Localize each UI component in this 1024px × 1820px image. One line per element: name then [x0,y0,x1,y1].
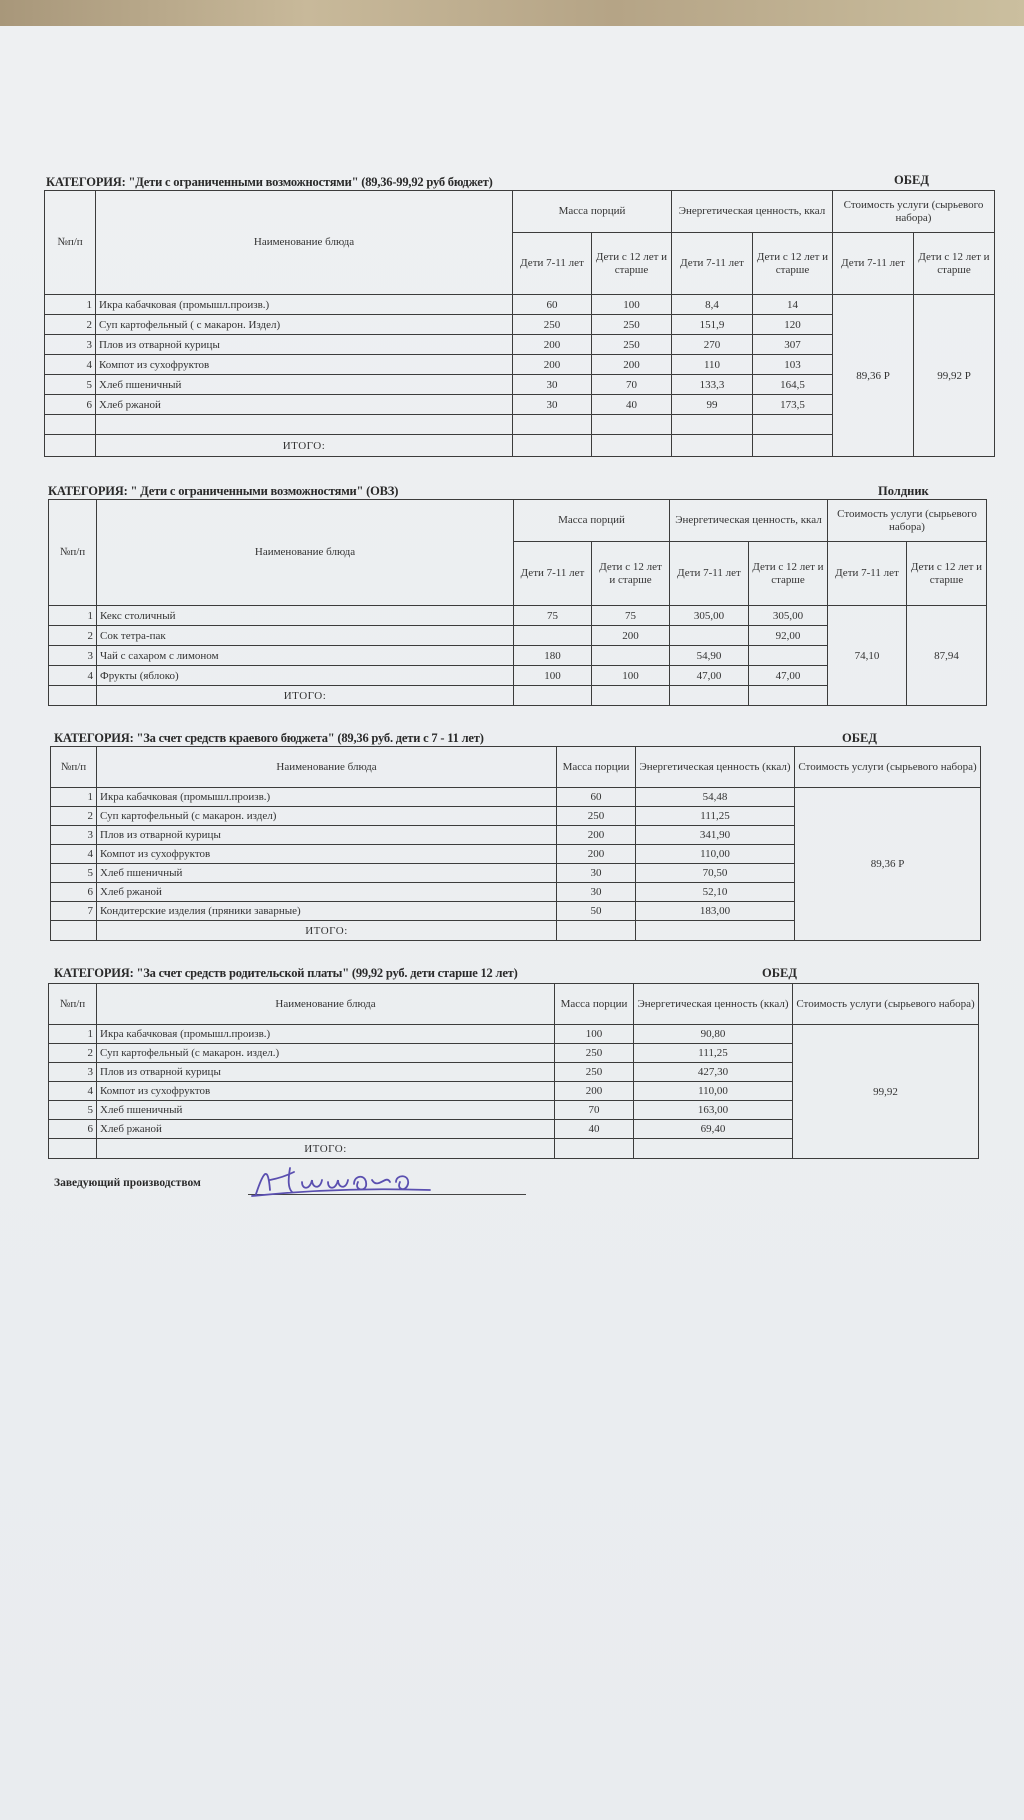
col-age2-header: Дети с 12 лет и старше [907,542,987,606]
energy: 90,80 [634,1025,793,1044]
mass-age2 [592,646,670,666]
energy-age2: 14 [753,295,833,315]
row-num: 4 [49,666,97,686]
col-age2-header: Дети с 12 лет и старше [914,233,995,295]
dish-name: Хлеб ржаной [97,883,557,902]
section3-meal: ОБЕД [842,731,877,745]
empty-cell [670,686,749,706]
row-num: 3 [45,335,96,355]
empty-cell [672,415,753,435]
mass: 60 [557,788,636,807]
col-cost-header: Стоимость услуги (сырьевого набора) [828,500,987,542]
mass-age2: 200 [592,626,670,646]
mass-age1: 250 [513,315,592,335]
row-num: 1 [49,606,97,626]
col-energy-header: Энергетическая ценность (ккал) [634,984,793,1025]
dish-name: Кекс столичный [97,606,514,626]
row-num: 1 [49,1025,97,1044]
empty-cell [592,686,670,706]
row-num: 2 [49,626,97,646]
energy-age2: 305,00 [749,606,828,626]
dish-name: Икра кабачковая (промышл.произв.) [96,295,513,315]
row-num: 3 [49,646,97,666]
dish-name: Сок тетра-пак [97,626,514,646]
empty-cell [557,921,636,941]
dish-name: Фрукты (яблоко) [97,666,514,686]
row-num: 6 [51,883,97,902]
col-mass-header: Масса порции [555,984,634,1025]
dish-name: Хлеб ржаной [97,1120,555,1139]
production-manager-label: Заведующий производством [54,1177,201,1189]
col-cost-header: Стоимость услуги (сырьевого набора) [833,191,995,233]
mass: 200 [555,1082,634,1101]
row-num: 5 [51,864,97,883]
energy: 110,00 [634,1082,793,1101]
mass-age2: 100 [592,295,672,315]
empty-cell [672,435,753,457]
mass-age2: 250 [592,335,672,355]
section4-meal: ОБЕД [762,966,797,980]
col-num-header: №п/п [51,747,97,788]
col-num-header: №п/п [49,500,97,606]
col-age1-header: Дети 7-11 лет [513,233,592,295]
col-mass-header: Масса порций [514,500,670,542]
row-num: 3 [49,1063,97,1082]
mass: 40 [555,1120,634,1139]
col-age2-header: Дети с 12 лет и старше [592,542,670,606]
empty-cell [634,1139,793,1159]
dish-name: Компот из сухофруктов [96,355,513,375]
row-num: 5 [49,1101,97,1120]
col-name-header: Наименование блюда [97,747,557,788]
energy-age2 [749,646,828,666]
empty-cell [96,415,513,435]
mass-age2: 70 [592,375,672,395]
col-num-header: №п/п [45,191,96,295]
energy-age2: 92,00 [749,626,828,646]
empty-cell [749,686,828,706]
row-num: 7 [51,902,97,921]
energy-age2: 120 [753,315,833,335]
row-num: 4 [51,845,97,864]
col-energy-header: Энергетическая ценность (ккал) [636,747,795,788]
col-energy-header: Энергетическая ценность, ккал [670,500,828,542]
empty-cell [51,921,97,941]
total-label: ИТОГО: [97,686,514,706]
mass-age2: 200 [592,355,672,375]
energy-age1: 99 [672,395,753,415]
section4-title: КАТЕГОРИЯ: "За счет средств родительской платы" (99,92 руб. дети старше 12 лет) [54,966,518,980]
col-mass-header: Масса порций [513,191,672,233]
dish-name: Хлеб пшеничный [97,864,557,883]
energy: 110,00 [636,845,795,864]
section3-title: КАТЕГОРИЯ: "За счет средств краевого бюджета" (89,36 руб. дети с 7 - 11 лет) [54,731,484,745]
row-num: 5 [45,375,96,395]
empty-cell [592,435,672,457]
mass: 100 [555,1025,634,1044]
section1-table [44,190,995,457]
energy: 69,40 [634,1120,793,1139]
col-age1-header: Дети 7-11 лет [514,542,592,606]
col-cost-header: Стоимость услуги (сырьевого набора) [795,747,981,788]
energy-age1: 151,9 [672,315,753,335]
section1-title: КАТЕГОРИЯ: "Дети с ограниченными возможностями" (89,36-99,92 руб бюджет) [46,175,493,189]
total-label: ИТОГО: [97,1139,555,1159]
col-age1-header: Дети 7-11 лет [828,542,907,606]
col-age2-header: Дети с 12 лет и старше [749,542,828,606]
mass: 30 [557,864,636,883]
row-num: 6 [45,395,96,415]
energy-age1: 47,00 [670,666,749,686]
mass-age2: 40 [592,395,672,415]
cost-age2: 99,92 Р [914,295,995,457]
energy: 163,00 [634,1101,793,1120]
mass: 200 [557,826,636,845]
section1-meal: ОБЕД [894,173,929,187]
mass-age1: 100 [514,666,592,686]
mass: 30 [557,883,636,902]
energy: 111,25 [636,807,795,826]
empty-cell [513,435,592,457]
cost-age1: 89,36 Р [833,295,914,457]
energy-age1: 54,90 [670,646,749,666]
row-num: 1 [51,788,97,807]
mass: 70 [555,1101,634,1120]
dish-name: Чай с сахаром с лимоном [97,646,514,666]
energy-age1: 305,00 [670,606,749,626]
empty-cell [49,1139,97,1159]
empty-cell [49,686,97,706]
empty-cell [636,921,795,941]
section2-title: КАТЕГОРИЯ: " Дети с ограниченными возможностями" (ОВЗ) [48,484,399,498]
dish-name: Плов из отварной курицы [97,826,557,845]
section2-meal: Полдник [878,484,929,498]
col-name-header: Наименование блюда [97,984,555,1025]
col-age2-header: Дети с 12 лет и старше [753,233,833,295]
energy-age1 [670,626,749,646]
handwritten-signature [250,1160,470,1205]
section4-table [48,983,979,1159]
col-cost-header: Стоимость услуги (сырьевого набора) [793,984,979,1025]
row-num: 2 [51,807,97,826]
dish-name: Икра кабачковая (промышл.произв.) [97,1025,555,1044]
empty-cell [592,415,672,435]
empty-cell [45,415,96,435]
dish-name: Плов из отварной курицы [97,1063,555,1082]
dish-name: Компот из сухофруктов [97,845,557,864]
mass-age1: 200 [513,335,592,355]
row-num: 3 [51,826,97,845]
col-energy-header: Энергетическая ценность, ккал [672,191,833,233]
dish-name: Суп картофельный (с макарон. издел.) [97,1044,555,1063]
empty-cell [45,435,96,457]
energy-age2: 103 [753,355,833,375]
empty-cell [753,435,833,457]
energy: 427,30 [634,1063,793,1082]
mass: 250 [555,1044,634,1063]
energy-age2: 307 [753,335,833,355]
energy: 52,10 [636,883,795,902]
energy-age1: 133,3 [672,375,753,395]
empty-cell [753,415,833,435]
total-label: ИТОГО: [97,921,557,941]
energy: 341,90 [636,826,795,845]
mass-age1 [514,626,592,646]
mass-age1: 30 [513,395,592,415]
empty-cell [555,1139,634,1159]
row-num: 2 [49,1044,97,1063]
col-age2-header: Дети с 12 лет и старше [592,233,672,295]
mass-age1: 180 [514,646,592,666]
mass-age1: 60 [513,295,592,315]
section3-table [50,746,981,941]
mass-age2: 75 [592,606,670,626]
energy: 111,25 [634,1044,793,1063]
cost: 89,36 Р [795,788,981,941]
row-num: 6 [49,1120,97,1139]
dish-name: Икра кабачковая (промышл.произв.) [97,788,557,807]
col-name-header: Наименование блюда [97,500,514,606]
mass-age1: 30 [513,375,592,395]
energy: 54,48 [636,788,795,807]
mass-age2: 100 [592,666,670,686]
energy-age2: 164,5 [753,375,833,395]
dish-name: Суп картофельный ( с макарон. Издел) [96,315,513,335]
dish-name: Плов из отварной курицы [96,335,513,355]
empty-cell [513,415,592,435]
cost-age2: 87,94 [907,606,987,706]
section2-table [48,499,987,706]
row-num: 2 [45,315,96,335]
dish-name: Хлеб ржаной [96,395,513,415]
energy-age2: 47,00 [749,666,828,686]
energy-age1: 8,4 [672,295,753,315]
mass-age1: 200 [513,355,592,375]
col-age1-header: Дети 7-11 лет [833,233,914,295]
energy-age1: 270 [672,335,753,355]
row-num: 4 [45,355,96,375]
row-num: 1 [45,295,96,315]
cost-age1: 74,10 [828,606,907,706]
empty-cell [514,686,592,706]
energy: 183,00 [636,902,795,921]
mass: 200 [557,845,636,864]
cost: 99,92 [793,1025,979,1159]
col-name-header: Наименование блюда [96,191,513,295]
energy-age1: 110 [672,355,753,375]
mass-age1: 75 [514,606,592,626]
col-age1-header: Дети 7-11 лет [670,542,749,606]
mass-age2: 250 [592,315,672,335]
mass: 50 [557,902,636,921]
mass: 250 [555,1063,634,1082]
energy-age2: 173,5 [753,395,833,415]
wood-background [0,0,1024,26]
dish-name: Компот из сухофруктов [97,1082,555,1101]
total-label: ИТОГО: [96,435,513,457]
dish-name: Хлеб пшеничный [97,1101,555,1120]
dish-name: Кондитерские изделия (пряники заварные) [97,902,557,921]
energy: 70,50 [636,864,795,883]
col-age1-header: Дети 7-11 лет [672,233,753,295]
col-mass-header: Масса порции [557,747,636,788]
col-num-header: №п/п [49,984,97,1025]
dish-name: Хлеб пшеничный [96,375,513,395]
row-num: 4 [49,1082,97,1101]
dish-name: Суп картофельный (с макарон. издел) [97,807,557,826]
mass: 250 [557,807,636,826]
